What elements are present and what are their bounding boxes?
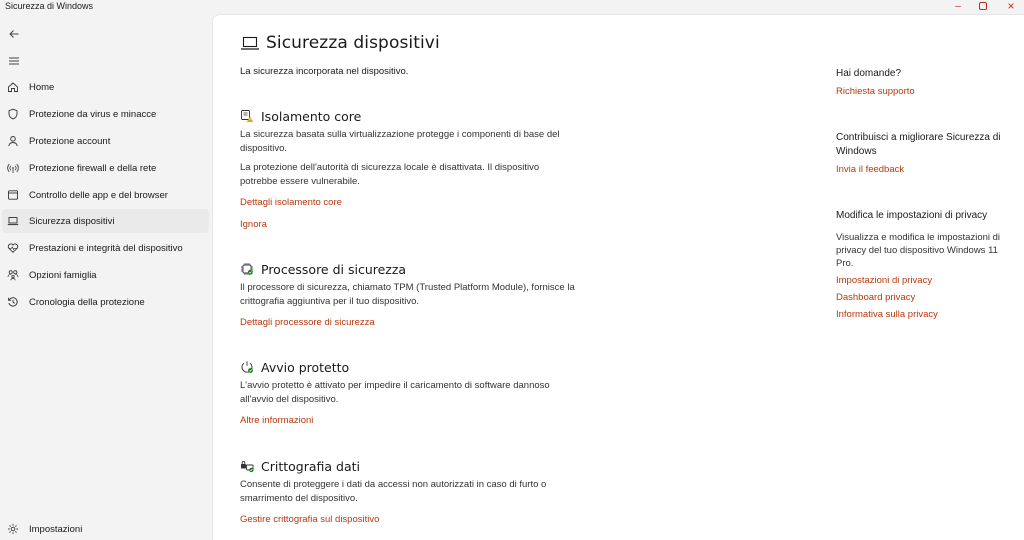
more-info-link[interactable]: Altre informazioni	[240, 415, 314, 426]
secure-boot-icon	[240, 360, 254, 374]
sidebar-item-label: Home	[29, 81, 55, 93]
section-data-encryption	[240, 457, 580, 525]
sidebar-item-family-options[interactable]	[2, 263, 209, 287]
page-subtitle: La sicurezza incorporata nel dispositivo.	[240, 66, 409, 77]
sidebar-item-label: Protezione firewall e della rete	[29, 162, 157, 174]
section-description: La sicurezza basata sulla virtualizzazione protegge i componenti di base del dispositivo.	[240, 129, 560, 154]
title-bar	[0, 0, 1024, 14]
feedback-title: Contribuisci a migliorare Sicurezza di Windows	[836, 132, 1001, 157]
browser-icon	[5, 187, 21, 203]
window-title: Sicurezza di Windows	[5, 1, 94, 11]
home-icon	[5, 79, 21, 95]
ignore-link[interactable]: Ignora	[240, 219, 267, 230]
sidebar-item-label: Opzioni famiglia	[29, 269, 97, 281]
core-isolation-details-link[interactable]: Dettagli isolamento core	[240, 197, 342, 208]
sidebar	[0, 14, 212, 540]
gear-icon	[5, 521, 21, 537]
support-request-link[interactable]: Richiesta supporto	[836, 86, 915, 97]
close-button[interactable]: ×	[1007, 0, 1015, 13]
antenna-icon	[5, 160, 21, 176]
heart-icon	[5, 240, 21, 256]
privacy-title: Modifica le impostazioni di privacy	[836, 210, 988, 221]
core-isolation-warning-icon	[240, 109, 254, 123]
privacy-settings-link[interactable]: Impostazioni di privacy	[836, 275, 933, 286]
sidebar-item-performance-health[interactable]	[2, 236, 209, 260]
section-core-isolation	[240, 107, 580, 230]
section-secure-boot	[240, 358, 580, 426]
feedback-panel	[836, 131, 1006, 175]
laptop-icon	[240, 34, 260, 52]
section-description: L'avvio protetto è attivato per impedire il caricamento di software dannoso all'avvio del dispositivo.	[240, 380, 550, 405]
help-title: Hai domande?	[836, 68, 902, 79]
section-security-processor	[240, 260, 580, 328]
section-warning-text: La protezione dell'autorità di sicurezza locale è disattivata. Il dispositivo potrebbe essere vulnerabile.	[240, 162, 540, 187]
sidebar-item-label: Cronologia della protezione	[29, 296, 145, 308]
sidebar-item-home[interactable]	[2, 75, 209, 99]
manage-encryption-link[interactable]: Gestire crittografia sul dispositivo	[240, 514, 380, 525]
sidebar-item-label: Controllo delle app e del browser	[29, 189, 168, 201]
sidebar-item-settings[interactable]	[2, 517, 209, 540]
sidebar-item-device-security[interactable]	[2, 209, 209, 233]
page-header	[240, 33, 440, 53]
sidebar-item-app-browser-control[interactable]	[2, 183, 209, 207]
security-processor-details-link[interactable]: Dettagli processore di sicurezza	[240, 317, 375, 328]
privacy-description: Visualizza e modifica le impostazioni di privacy del tuo dispositivo Windows 11 Pro.	[836, 232, 1001, 269]
sidebar-item-label: Impostazioni	[29, 523, 83, 535]
main-content	[212, 14, 1024, 540]
sidebar-item-label: Protezione da virus e minacce	[29, 108, 157, 120]
sidebar-item-account-protection[interactable]	[2, 129, 209, 153]
maximize-button[interactable]	[973, 0, 993, 12]
privacy-statement-link[interactable]: Informativa sulla privacy	[836, 309, 938, 320]
sidebar-item-firewall[interactable]	[2, 156, 209, 180]
section-title: Avvio protetto	[261, 359, 350, 375]
sidebar-item-protection-history[interactable]	[2, 290, 209, 314]
menu-button[interactable]	[6, 53, 22, 69]
section-description: Il processore di sicurezza, chiamato TPM (Trusted Platform Module), fornisce la crittografia aggiuntiva per il tuo dispositivo.	[240, 282, 575, 307]
person-icon	[5, 133, 21, 149]
encryption-icon	[240, 459, 254, 473]
back-arrow-icon	[8, 28, 20, 40]
sidebar-item-label: Protezione account	[29, 135, 111, 147]
sidebar-item-label: Prestazioni e integrità del dispositivo	[29, 242, 183, 254]
help-panel	[836, 67, 1006, 97]
section-description: Consente di proteggere i dati da accessi non autorizzati in caso di furto o smarrimento del dispositivo.	[240, 479, 547, 504]
family-icon	[5, 267, 21, 283]
history-icon	[5, 294, 21, 310]
laptop-icon	[5, 213, 21, 229]
back-button[interactable]	[6, 26, 22, 42]
sidebar-item-label: Sicurezza dispositivi	[29, 215, 115, 227]
privacy-panel	[836, 209, 1006, 320]
shield-icon	[5, 106, 21, 122]
page-title: Sicurezza dispositivi	[266, 33, 440, 53]
minimize-button[interactable]: –	[955, 0, 961, 12]
send-feedback-link[interactable]: Invia il feedback	[836, 164, 905, 175]
privacy-dashboard-link[interactable]: Dashboard privacy	[836, 292, 916, 303]
maximize-icon	[979, 2, 987, 10]
chip-icon	[240, 262, 254, 276]
section-title: Processore di sicurezza	[261, 261, 407, 277]
sidebar-item-virus-protection[interactable]	[2, 102, 209, 126]
hamburger-icon	[8, 55, 20, 67]
section-title: Crittografia dati	[261, 458, 360, 474]
section-title: Isolamento core	[261, 108, 362, 124]
